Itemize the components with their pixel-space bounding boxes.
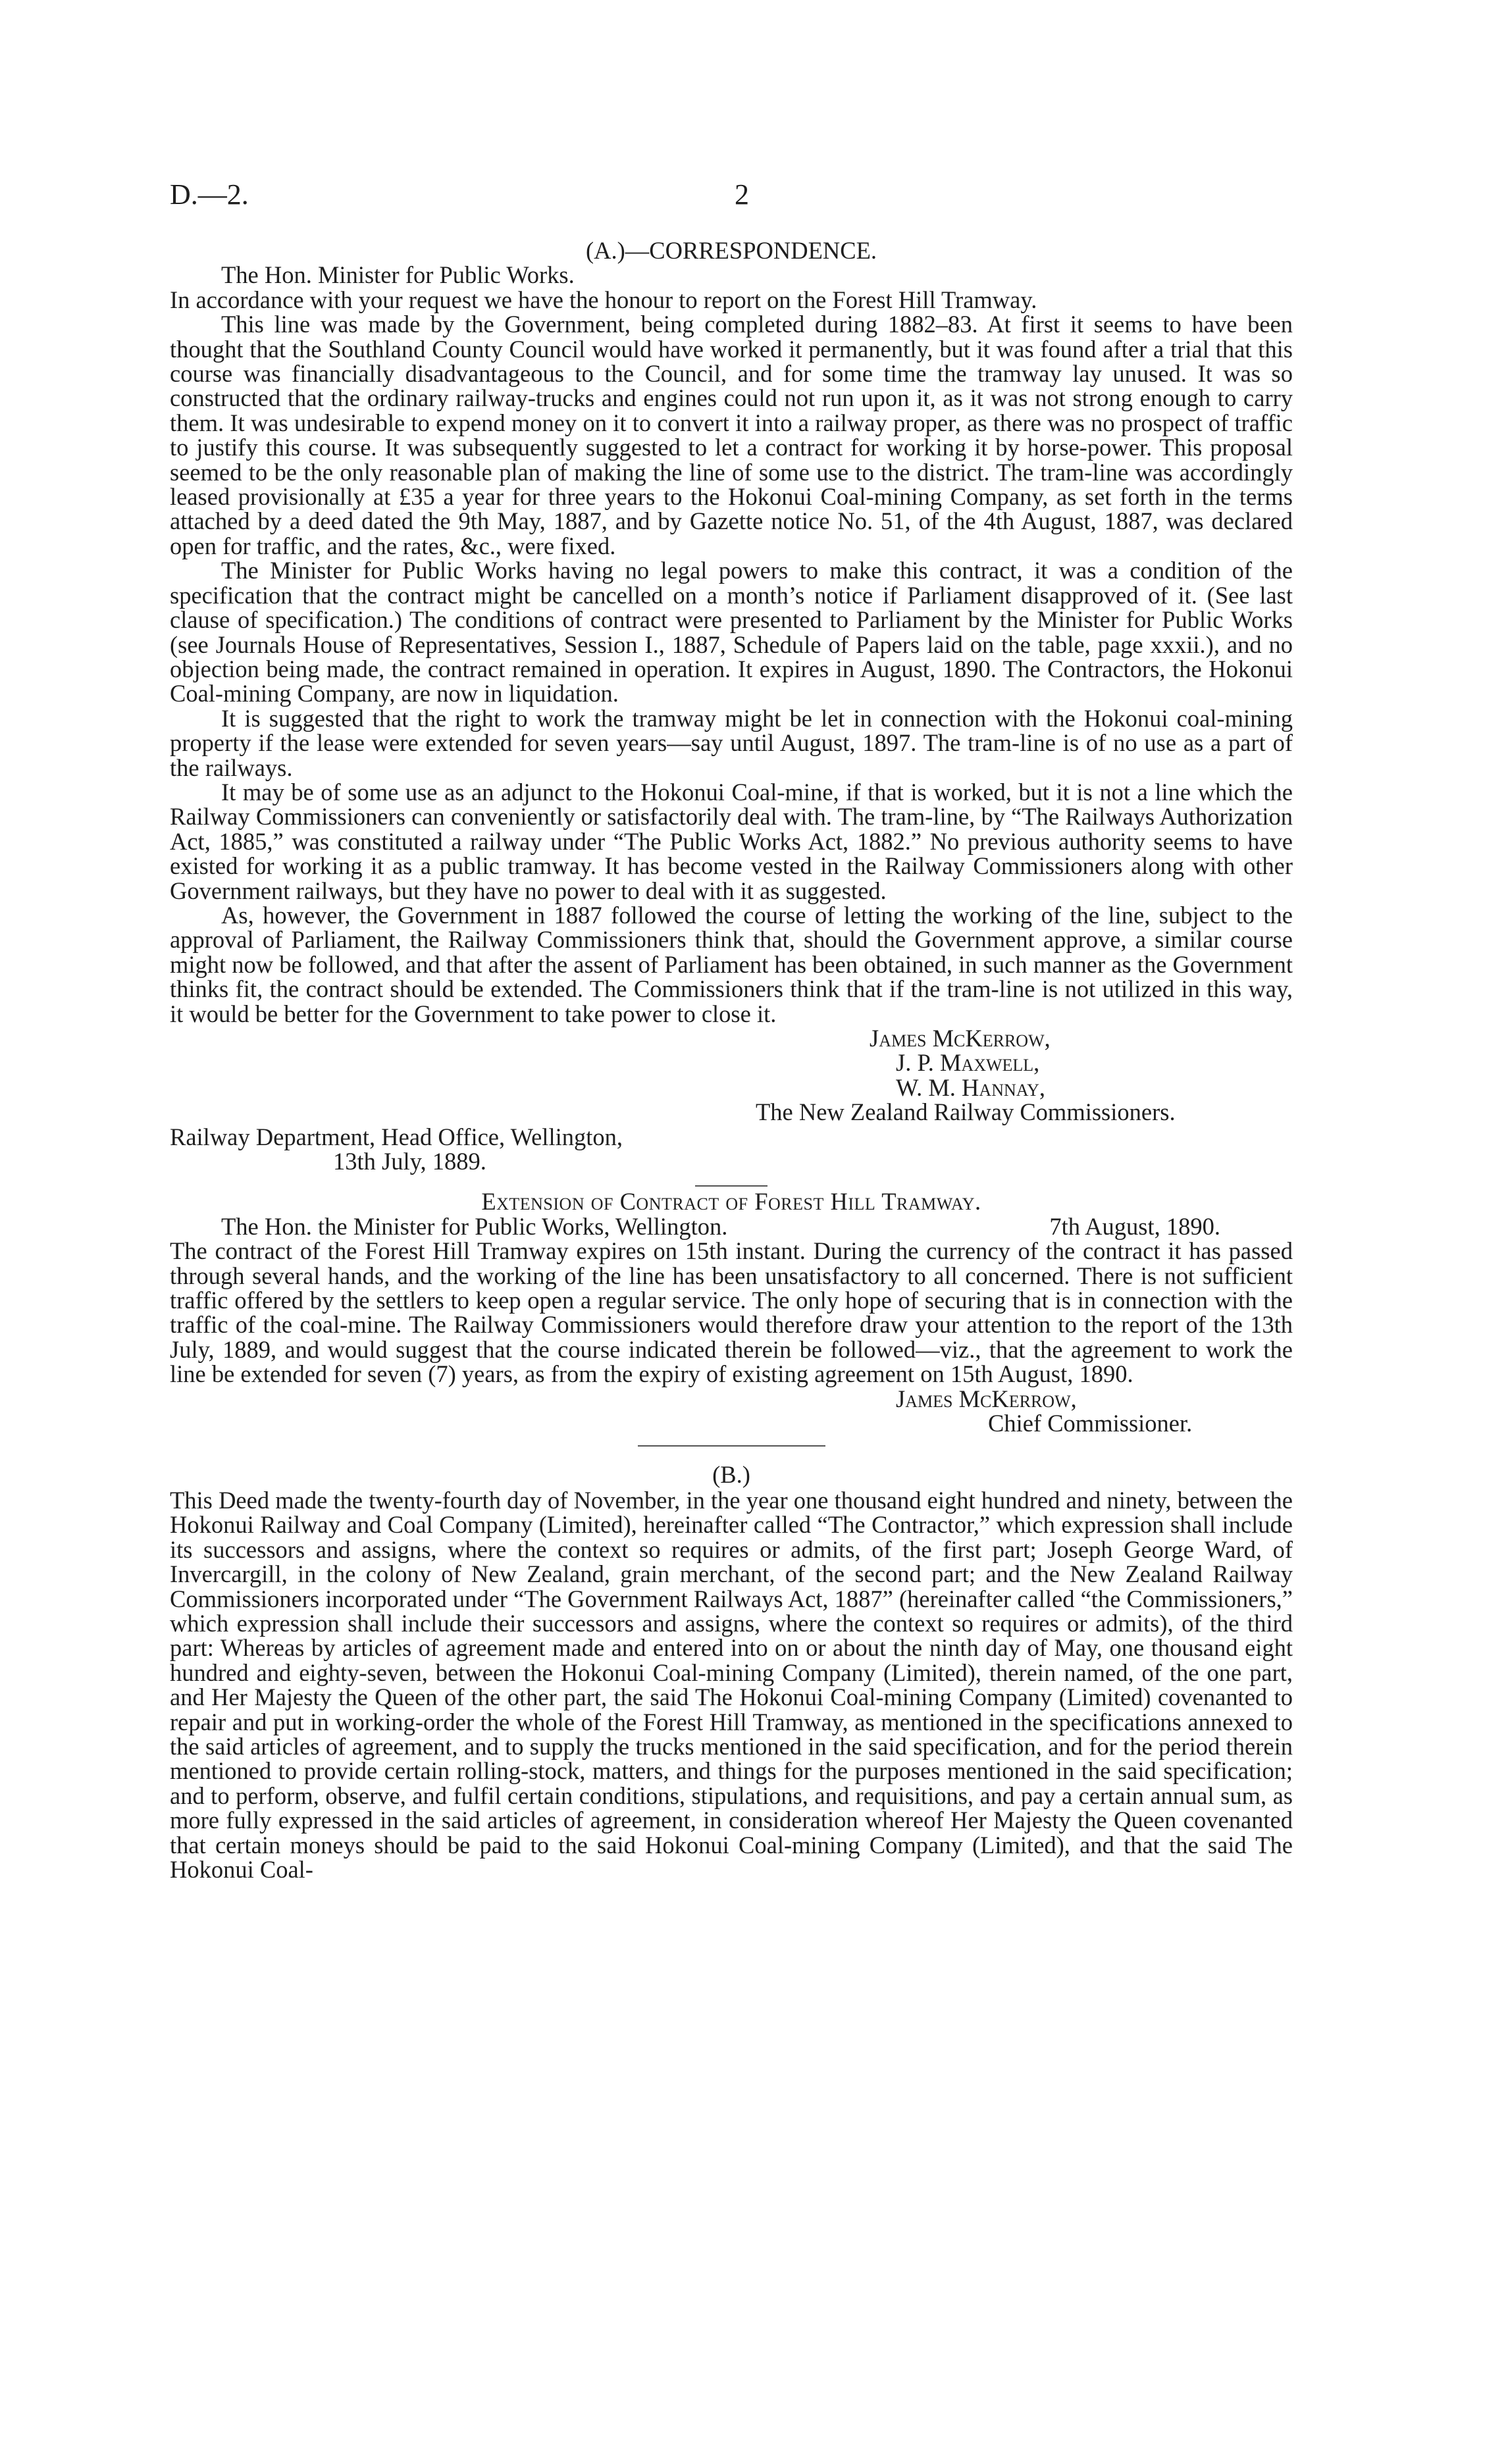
date-line: 13th July, 1889. bbox=[333, 1148, 486, 1175]
place-line: Railway Department, Head Office, Wellington, bbox=[170, 1123, 623, 1150]
section-a-paragraph-3: It is suggested that the right to work the tramway might be let in connection with the Hokonui coal-mining property if the lease were extended for seven years—say until August, 1897. The tram-line is of no use as a part of the railways. bbox=[170, 704, 1293, 781]
extension-heading: Extension of Contract of Forest Hill Tramway. bbox=[481, 1188, 981, 1216]
section-b-label: (B.) bbox=[712, 1460, 750, 1488]
page-body bbox=[170, 238, 1293, 1882]
section-a-paragraph-4: It may be of some use as an adjunct to the Hokonui Coal-mine, if that is worked, but it is not a line which the Railway Commissioners can conveniently or satisfactorily deal with. The tram-line, by “The Railways Authorization Act, 1885,” was constituted a railway under “The Public Works Act, 1882.” No previous authority seems to have existed for working it as a public tramway. It has become vested in the Railway Commissioners along with other Government railways, but they have no power to deal with it as suggested. bbox=[170, 778, 1293, 904]
extension-date: 7th August, 1890. bbox=[1049, 1212, 1220, 1240]
signatory-2: J. P. Maxwell, bbox=[896, 1049, 1040, 1077]
divider bbox=[638, 1445, 825, 1447]
signatory-body: The New Zealand Railway Commissioners. bbox=[756, 1098, 1176, 1126]
page-header bbox=[170, 178, 1249, 217]
section-a-addressee: The Hon. Minister for Public Works. bbox=[221, 261, 575, 289]
section-a-paragraph-1: This line was made by the Government, being completed during 1882–83. At first it seems to have been thought that the Southland County Council would have worked it permanently, but it was found after a trial that this course was financially disadvantageous to the Council, and for some time the tramway lay unused. It was so constructed that the ordinary railway-trucks and engines could not run upon it, as it was not strong enough to carry them. It was undesirable to expend money on it to convert it into a railway proper, as there was no prospect of traffic to justify this course. It was subsequently suggested to let a contract for working it by horse-power. This proposal seemed to be the only reasonable plan of making the line of some use to the district. The tram-line was accordingly leased provisionally at £35 a year for three years to the Hokonui Coal-mining Company, as set forth in the terms attached by a deed dated the 9th May, 1887, and by Gazette notice No. 51, of the 4th August, 1887, was declared open for traffic, and the rates, &c., were fixed. bbox=[170, 311, 1293, 559]
signatory-1: James McKerrow, bbox=[870, 1025, 1051, 1052]
extension-signatory-title: Chief Commissioner. bbox=[988, 1410, 1193, 1437]
section-a-heading: (A.)—CORRESPONDENCE. bbox=[585, 237, 877, 264]
section-a-paragraph-5: As, however, the Government in 1887 followed the course of letting the working of the line, subject to the approval of Parliament, the Railway Commissioners think that, should the Government approve, a similar course might now be followed, and that after the assent of Parliament has been obtained, in such manner as the Government thinks fit, the contract should be extended. The Commissioners think that if the tram-line is not utilized in this way, it would be better for the Government to take power to close it. bbox=[170, 901, 1293, 1027]
extension-signatory: James McKerrow, bbox=[896, 1385, 1077, 1412]
section-b-deed: This Deed made the twenty-fourth day of November, in the year one thousand eight hundred and ninety, between the Hokonui Railway and Coal Company (Limited), hereinafter called “The Contractor,” which expression shall include its successors and assigns, where the context so requires or admits, of the first part; Joseph George Ward, of Invercargill, in the colony of New Zealand, grain merchant, of the second part; and the New Zealand Railway Commissioners incorporated under “The Government Railways Act, 1887” (hereinafter called “the Commissioners,” which expression shall include their successors and assigns, where the context so requires or admits), of the third part: Whereas by articles of agreement made and entered into on or about the ninth day of May, one thousand eight hundred and eighty-seven, between the Hokonui Coal-mining Company (Limited), therein named, of the one part, and Her Majesty the Queen of the other part, the said The Hokonui Coal-mining Company (Limited) covenanted to repair and put in working-order the whole of the Forest Hill Tramway, as mentioned in the specifications annexed to the said articles of agreement, and to supply the trucks mentioned in the said specification, and for the period therein mentioned to provide certain rolling-stock, matters, and things for the purposes mentioned in the said specification; and to perform, observe, and fulfil certain conditions, stipulations, and requisitions, and pay a certain annual sum, as more fully expressed in the said articles of agreement, in consideration whereof Her Majesty the Queen covenanted that certain moneys should be paid to the said Hokonui Coal-mining Company (Limited), and that the said The Hokonui Coal- bbox=[170, 1486, 1293, 1883]
section-a-opening: In accordance with your request we have the honour to report on the Forest Hill Tramway. bbox=[170, 286, 1037, 313]
page-number: 2 bbox=[735, 178, 749, 211]
divider bbox=[695, 1185, 767, 1187]
signatory-3: W. M. Hannay, bbox=[896, 1073, 1046, 1101]
extension-body: The contract of the Forest Hill Tramway expires on 15th instant. During the currency of the contract it has passed through several hands, and the working of the line has been unsatisfactory to all concerned. There is not sufficient traffic offered by the settlers to keep open a regular service. The only hope of securing that is in connection with the traffic of the coal-mine. The Railway Commissioners would therefore draw your attention to the report of the 13th July, 1889, and would suggest that the course indicated therein be followed—viz., that the agreement to work the line be extended for seven (7) years, as from the expiry of existing agreement on 15th August, 1890. bbox=[170, 1237, 1293, 1388]
section-a-paragraph-2: The Minister for Public Works having no legal powers to make this contract, it was a condition of the specification that the contract might be cancelled on a month’s notice if Parliament disapproved of it. (See last clause of specification.) The conditions of contract were presented to Parliament by the Minister for Public Works (see Journals House of Representatives, Session I., 1887, Schedule of Papers laid on the table, page xxxii.), and no objection being made, the contract remained in operation. It expires in August, 1890. The Contractors, the Hokonui Coal-mining Company, are now in liquidation. bbox=[170, 557, 1293, 707]
document-reference: D.—2. bbox=[170, 178, 249, 211]
extension-address-row bbox=[170, 1214, 1293, 1239]
extension-addressee: The Hon. the Minister for Public Works, Wellington. bbox=[221, 1212, 728, 1240]
